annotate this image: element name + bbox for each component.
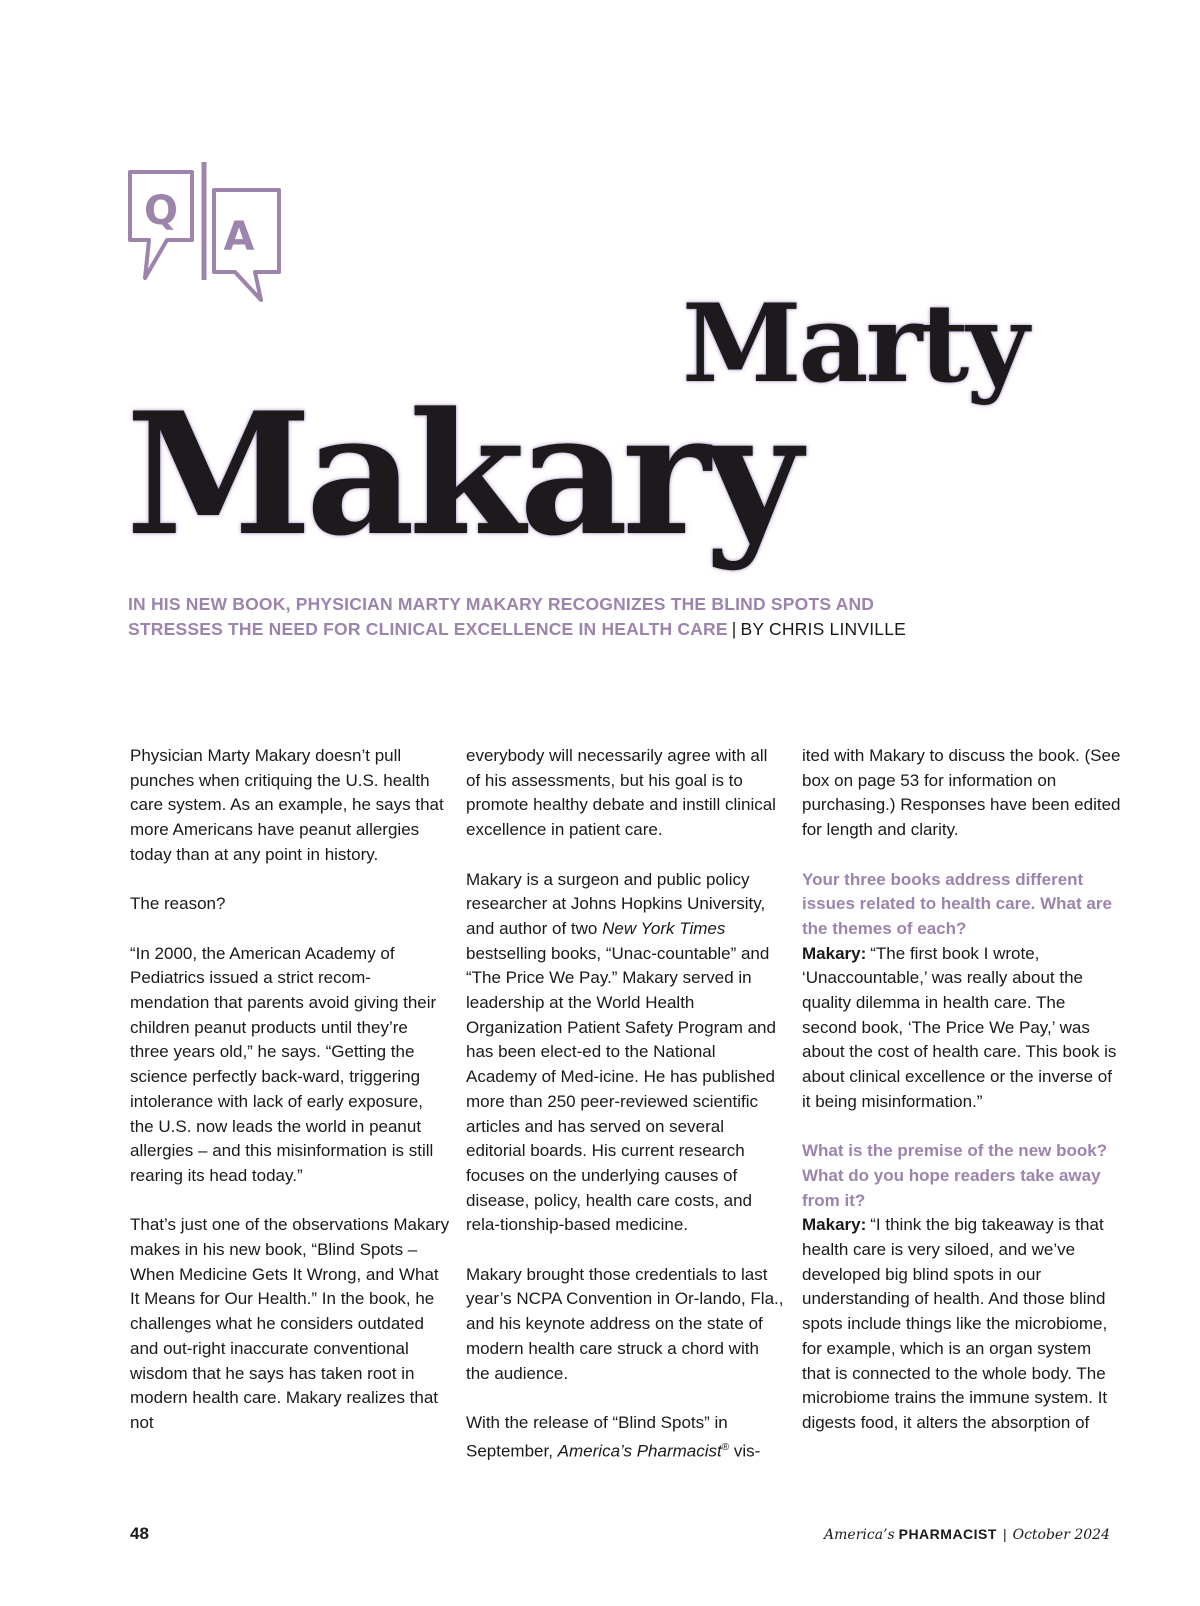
body-column-2 — [466, 744, 786, 1489]
paragraph — [466, 1411, 786, 1464]
q-letter: Q — [143, 188, 179, 234]
body-column-1 — [130, 744, 450, 1460]
title-first-name: Marty — [682, 281, 1027, 407]
body-column-3 — [802, 744, 1122, 1436]
paragraph: That’s just one of the observations Makary makes in his new book, “Blind Spots – When Medicine Gets It Wrong, and What It Means for Our Health.” In the book, he challenges what he considers outdated and out-right inaccurate conventional wisdom that he says has taken root in modern health care. Makary realizes that not — [130, 1215, 450, 1432]
byline: BY CHRIS LINVILLE — [740, 619, 907, 639]
deck-line-2-text: STRESSES THE NEED FOR CLINICAL EXCELLENCE IN HEALTH CARE — [128, 619, 728, 639]
answer-text: “The first book I wrote, ‘Unaccountable,’ was really about the quality dilemma in health care. The second book, ‘The Price We Pay,’ was about the cost of health care. This book is about clinical excellence or the inverse of it being misinformation.” — [802, 943, 1117, 1111]
paragraph: everybody will necessarily agree with all of his assessments, but his goal is to promote healthy debate and instill clinical excellence in patient care. — [466, 746, 776, 840]
issue-date: October 2024 — [1012, 1527, 1110, 1543]
interview-question: What is the premise of the new book? What do you hope readers take away from it? — [802, 1141, 1108, 1210]
registered-mark: ® — [721, 1441, 730, 1453]
title-last-name: Makary — [126, 375, 797, 573]
deck-line-2 — [128, 617, 1028, 642]
interview-answer — [802, 1213, 1122, 1435]
paragraph: “In 2000, the American Academy of Pediatrics issued a strict recom-mendation that parents avoid giving their children peanut products until they’re three years old,” he says. “Getting the science perfectly back-ward, triggering intolerance with lack of early exposure, the U.S. now leads the world in peanut allergies – and this misinformation is still rearing its head today.” — [130, 943, 437, 1185]
deck-separator: | — [731, 619, 737, 639]
qa-speech-bubbles-icon — [127, 160, 287, 310]
article-deck — [128, 592, 1028, 642]
paragraph: ited with Makary to discuss the book. (See box on page 53 for information on purchasing.) Responses have been edited for length and clarity. — [802, 746, 1121, 840]
magazine-name: America’s Pharmacist — [557, 1441, 722, 1461]
paragraph-text: vis- — [729, 1441, 761, 1461]
publication-name-bold: PHARMACIST — [898, 1526, 997, 1542]
paragraph: Physician Marty Makary doesn’t pull punches when critiquing the U.S. health care system. As an example, he says that more Americans have peanut allergies today than at any point in history. — [130, 746, 444, 864]
interview-answer — [802, 942, 1122, 1115]
publication-name-italic: America’s — [824, 1527, 895, 1543]
paragraph — [466, 868, 786, 1239]
deck-line-1: IN HIS NEW BOOK, PHYSICIAN MARTY MAKARY RECOGNIZES THE BLIND SPOTS AND — [128, 594, 875, 614]
speaker-label: Makary: — [802, 943, 867, 963]
interview-question: Your three books address different issues related to health care. What are the themes of each? — [802, 869, 1112, 938]
publication-footer — [824, 1526, 1110, 1543]
paragraph-text: bestselling books, “Unac-countable” and “The Price We Pay.” Makary served in leadership at the World Health Organization Patient Safety Program and has been elect-ed to the National Academy of Med-icine. He has published more than 250 peer-reviewed scientific articles and has served on several editorial boards. His current research focuses on the underlying causes of disease, policy, health care costs, and rela-tionship-based medicine. — [466, 943, 776, 1235]
answer-text: “I think the big takeaway is that health care is very siloed, and we’ve developed big blind spots in our understanding of health. And those blind spots include things like the microbiome, for example, which is an organ system that is connected to the whole body. The microbiome trains the immune system. It digests food, it alters the absorption of — [802, 1215, 1108, 1432]
publication-name: New York Times — [602, 918, 726, 938]
paragraph-text: Makary is a surgeon and public policy researcher at Johns Hopkins University, and author of two — [466, 869, 766, 938]
paragraph: Makary brought those credentials to last year’s NCPA Convention in Or-lando, Fla., and his keynote address on the state of modern health care struck a chord with the audience. — [466, 1264, 784, 1383]
speaker-label: Makary: — [802, 1215, 867, 1235]
page-number: 48 — [130, 1524, 149, 1543]
footer-separator: | — [1002, 1526, 1007, 1542]
paragraph: The reason? — [130, 894, 226, 914]
a-letter: A — [223, 214, 255, 260]
paragraph-text: With the release of “Blind Spots” in September, — [466, 1412, 728, 1461]
